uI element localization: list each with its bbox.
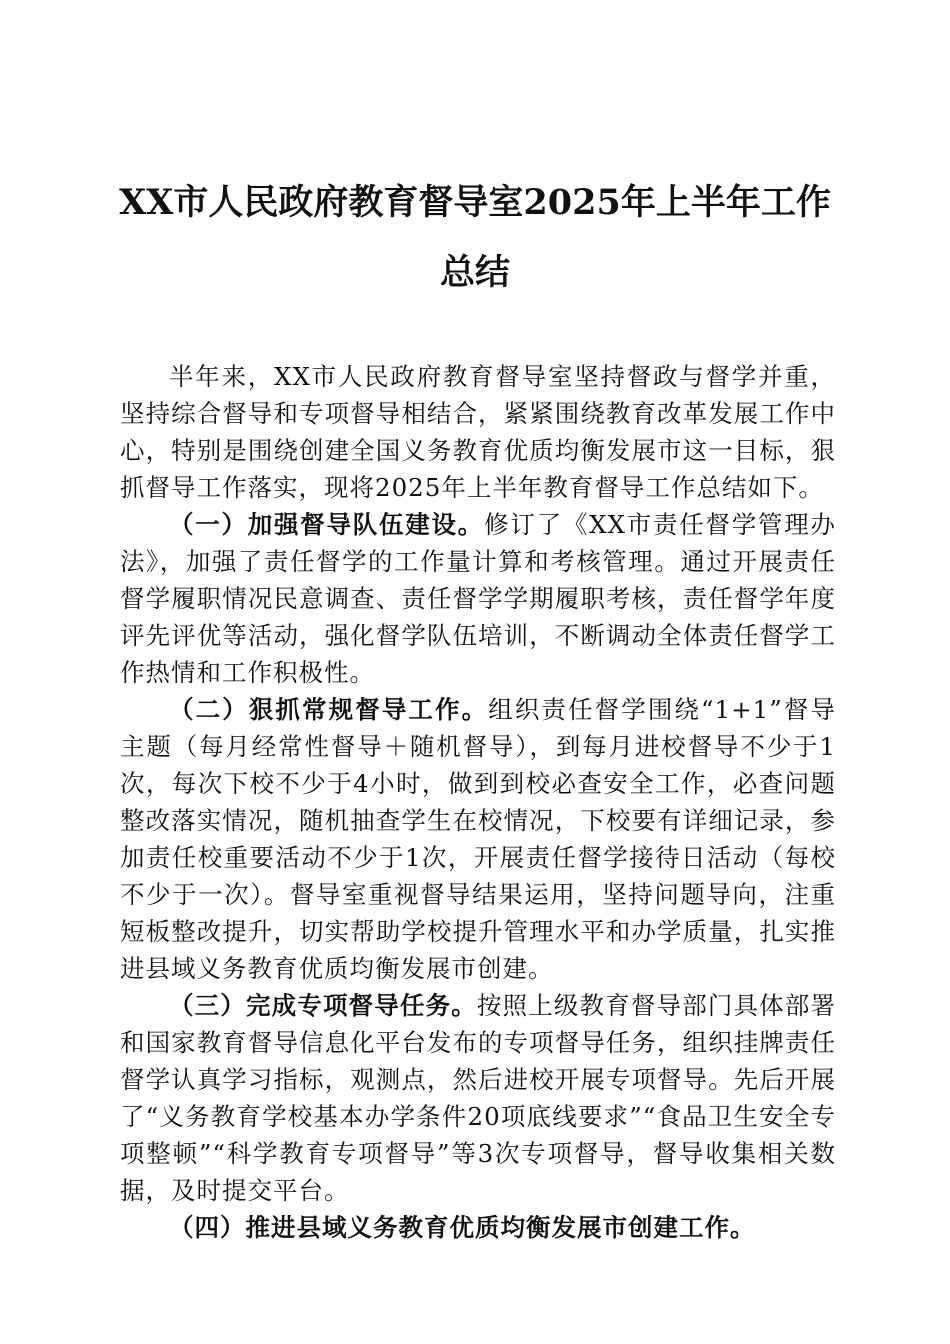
- section-2-paragraph: [120, 691, 836, 987]
- section-1-text: 修订了《XX市责任督学管理办法》，加强了责任督学的工作量计算和考核管理。通过开展责任督学履职情况民意调查、责任督学学期履职考核，责任督学年度评先评优等活动，强化督学队伍培训，不断调动全体责任督学工作热情和工作积极性。: [120, 510, 836, 687]
- section-2-heading: （二）狠抓常规督导工作。: [169, 695, 489, 724]
- section-4-paragraph: [120, 1209, 836, 1246]
- section-3-paragraph: [120, 987, 836, 1209]
- document-body: [120, 358, 836, 1246]
- section-1-paragraph: [120, 506, 836, 691]
- intro-paragraph: 半年来，XX市人民政府教育督导室坚持督政与督学并重，坚持综合督导和专项督导相结合，紧紧围绕教育改革发展工作中心，特别是围绕创建全国义务教育优质均衡发展市这一目标，狠抓督导工作落实，现将2025年上半年教育督导工作总结如下。: [120, 362, 836, 502]
- section-3-heading: （三）完成专项督导任务。: [169, 991, 477, 1020]
- section-1-heading: （一）加强督导队伍建设。: [169, 510, 485, 539]
- section-4-heading: （四）推进县域义务教育优质均衡发展市创建工作。: [169, 1213, 756, 1242]
- section-3-text: 按照上级教育督导部门具体部署和国家教育督导信息化平台发布的专项督导任务，组织挂牌责任督学认真学习指标，观测点，然后进校开展专项督导。先后开展了“义务教育学校基本办学条件20项底线要求”“食品卫生安全专项整顿”“科学教育专项督导”等3次专项督导，督导收集相关数据，及时提交平台。: [120, 991, 837, 1205]
- document-title: XX市人民政府教育督导室2025年上半年工作总结: [119, 182, 831, 293]
- section-2-text: 组织责任督学围绕“1+1”督导主题（每月经常性督导＋随机督导），到每月进校督导不少于1次，每次下校不少于4小时，做到到校必查安全工作，必查问题整改落实情况，随机抽查学生在校情况，下校要有详细记录，参加责任校重要活动不少于1次，开展责任督学接待日活动（每校不少于一次）。督导室重视督导结果运用，坚持问题导向，注重短板整改提升，切实帮助学校提升管理水平和办学质量，扎实推进县域义务教育优质均衡发展市创建。: [120, 695, 836, 983]
